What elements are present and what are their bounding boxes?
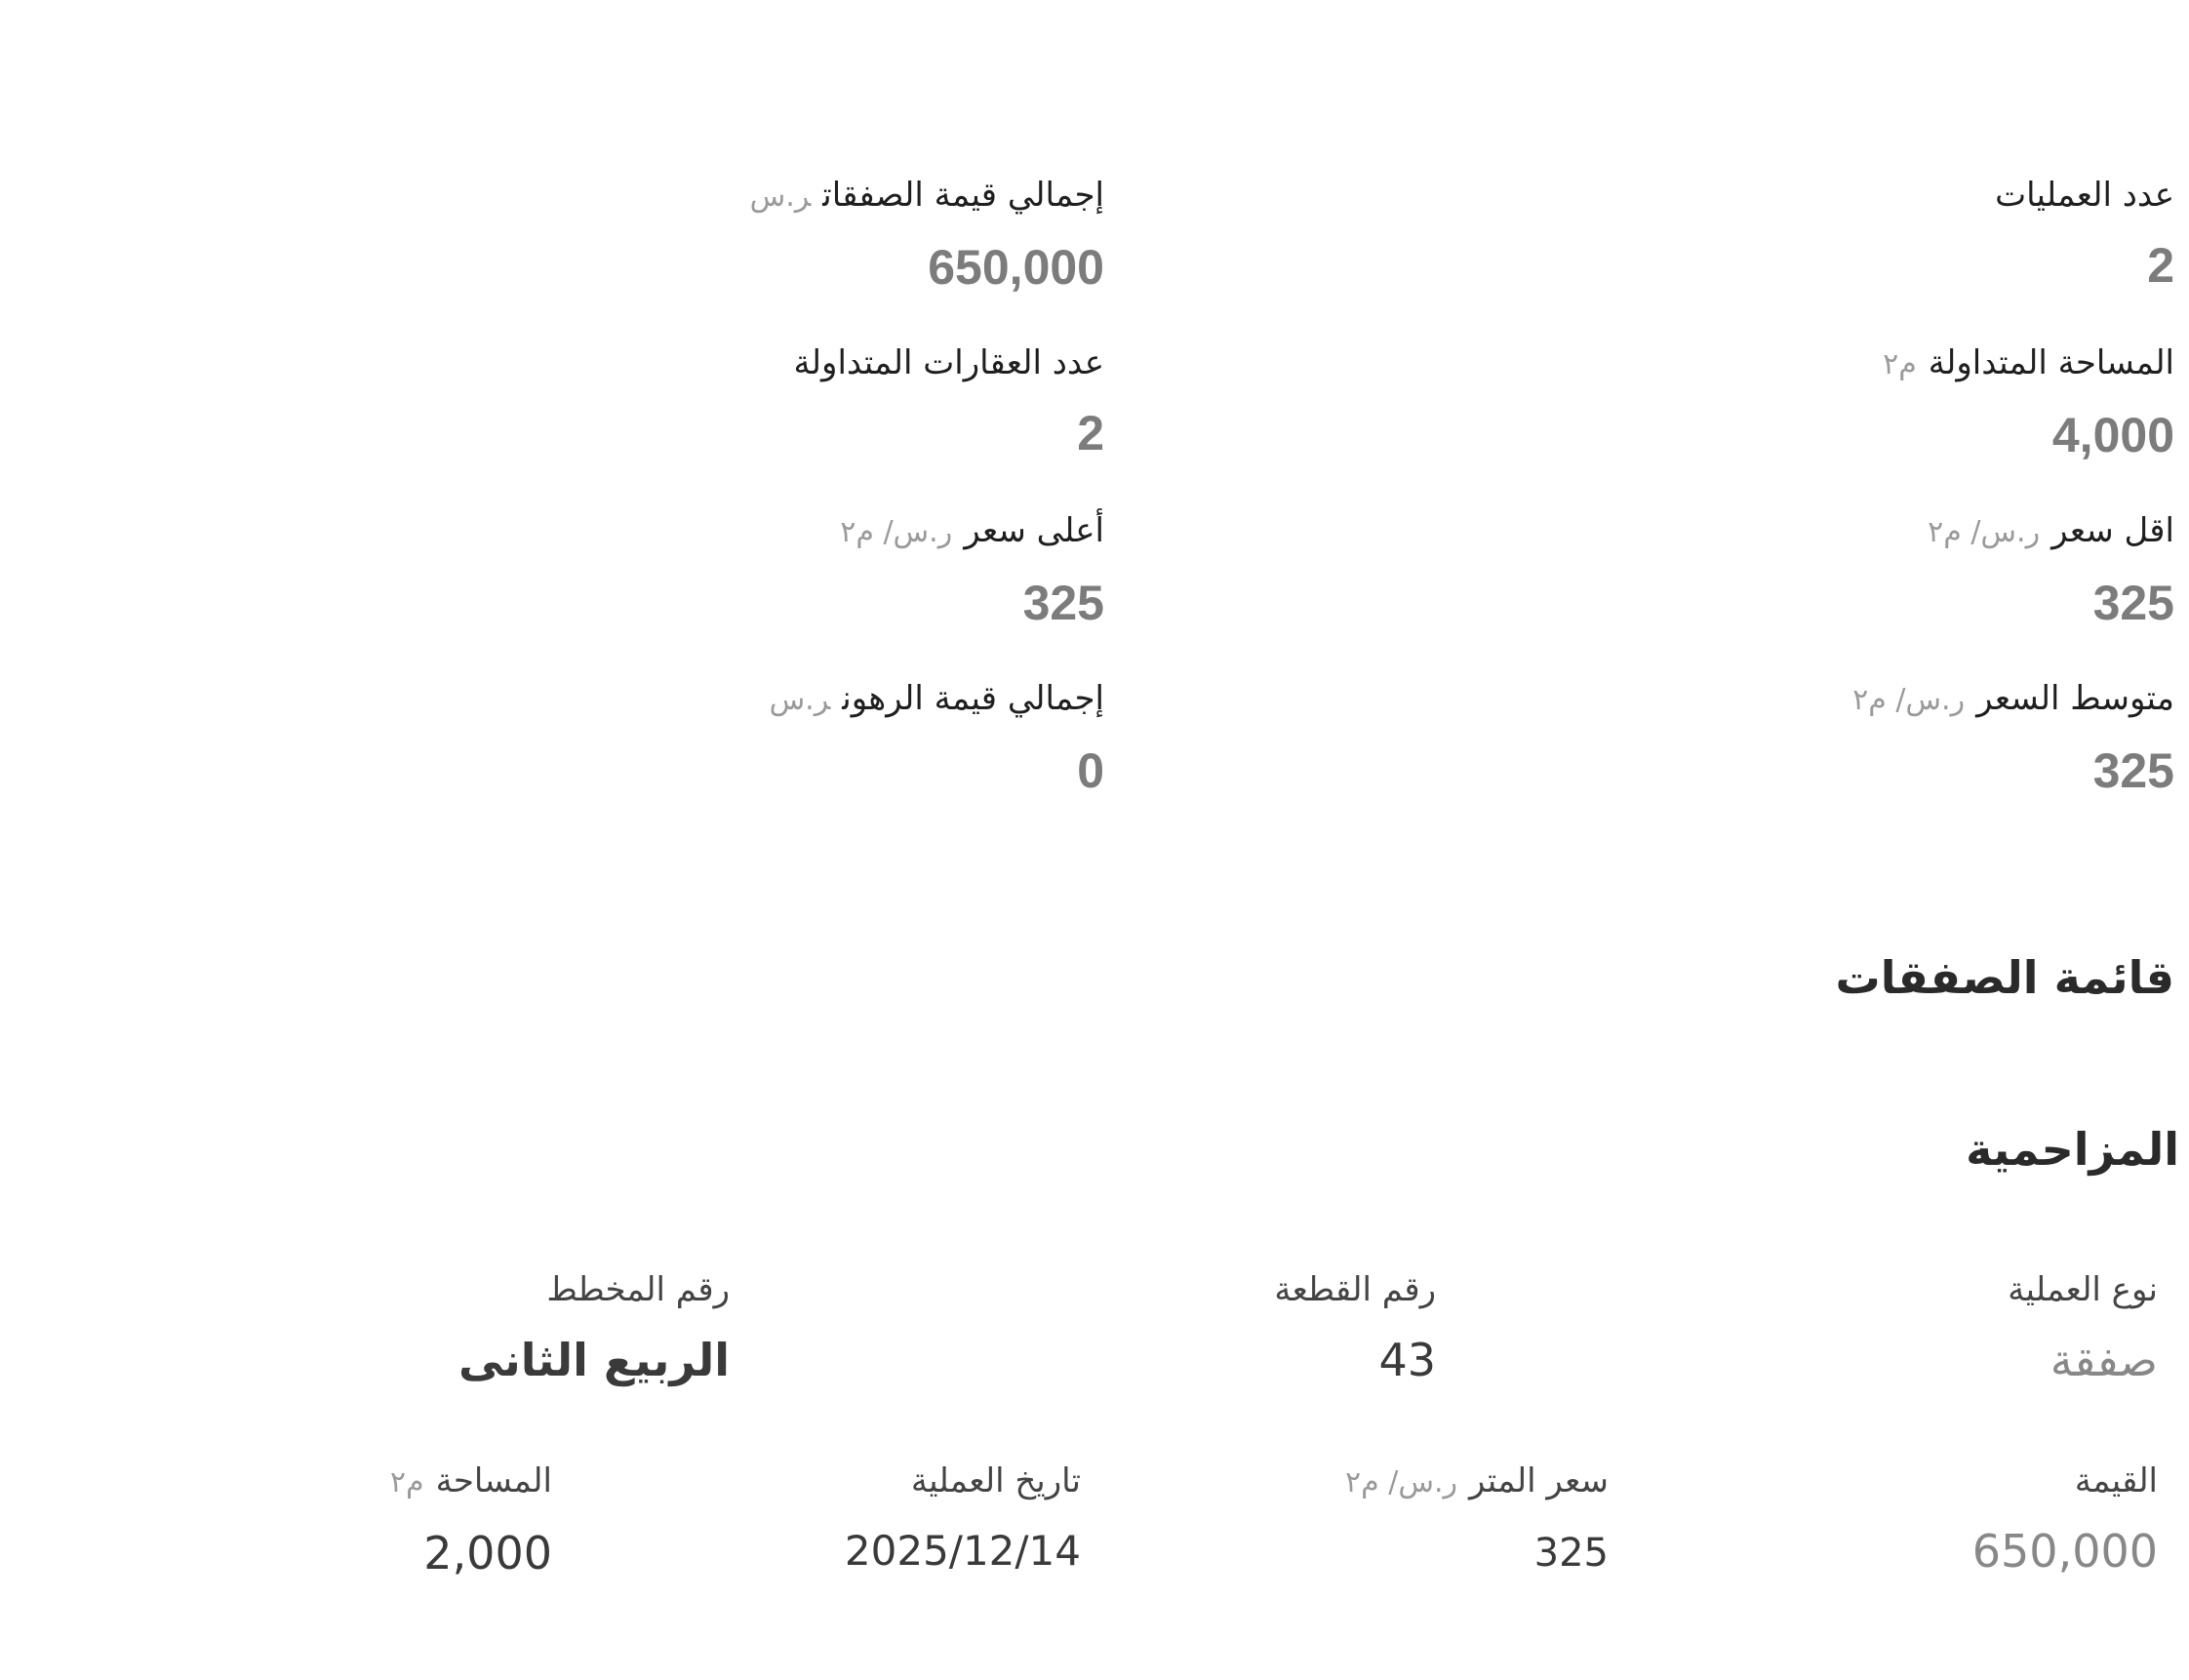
stat-value: 2 — [1077, 406, 1104, 460]
stat-total-mortgage-value — [770, 677, 1104, 798]
field-value: 325 — [1533, 1531, 1609, 1576]
unit-label: ر.س — [769, 683, 831, 717]
field-value: الربيع الثانى — [458, 1334, 730, 1386]
unit-label: ر.س/ م٢ — [1852, 683, 1966, 717]
unit-label: ر.س/ م٢ — [1928, 515, 2041, 549]
unit-label: ر.س — [749, 180, 812, 214]
deal-operation-date — [845, 1460, 1081, 1579]
stat-value: 4,000 — [2051, 408, 2174, 462]
deal-area — [390, 1460, 552, 1580]
stat-total-deals-value — [750, 174, 1104, 295]
unit-label: ر.س/ م٢ — [840, 515, 953, 549]
stat-label: إجمالي قيمة الرهونر.س — [769, 679, 1104, 718]
stat-value: 650,000 — [928, 240, 1104, 295]
stat-label: المساحة المتداولةم٢ — [1883, 343, 2174, 382]
stat-value: 325 — [2092, 743, 2174, 798]
stat-average-price — [1852, 677, 2174, 798]
deal-value — [1972, 1460, 2158, 1579]
stat-lowest-price — [1928, 509, 2174, 630]
deal-plan-number — [458, 1268, 730, 1387]
stat-label: إجمالي قيمة الصفقاتر.س — [749, 176, 1104, 215]
field-label: تاريخ العملية — [910, 1461, 1081, 1500]
stat-value: 325 — [2092, 576, 2174, 630]
unit-label: م٢ — [1883, 347, 1917, 381]
field-label: رقم القطعة — [1274, 1270, 1436, 1309]
stat-traded-properties-count — [793, 341, 1104, 460]
stat-label: عدد العقارات المتداولة — [793, 343, 1104, 382]
stat-label: أعلى سعرر.س/ م٢ — [840, 511, 1104, 550]
field-label: رقم المخطط — [546, 1270, 730, 1309]
stat-label: متوسط السعرر.س/ م٢ — [1852, 679, 2174, 718]
field-value: صفقة — [2050, 1334, 2158, 1386]
unit-label: ر.س/ م٢ — [1345, 1465, 1458, 1500]
stat-highest-price — [840, 509, 1104, 630]
deal-price-per-meter — [1345, 1460, 1609, 1580]
field-label: سعر المترر.س/ م٢ — [1345, 1461, 1609, 1500]
stat-value: 0 — [1077, 743, 1104, 798]
stat-value: 325 — [1022, 576, 1104, 630]
field-value: 2025/12/14 — [844, 1527, 1081, 1575]
field-value: 2,000 — [423, 1527, 552, 1580]
deal-plot-number — [1274, 1268, 1436, 1387]
deal-district-title: المزاحمية — [1966, 1123, 2179, 1176]
stat-traded-area — [1883, 341, 2174, 462]
stat-operations-count — [1995, 174, 2174, 293]
field-label: القيمة — [2074, 1461, 2158, 1500]
field-label: نوع العملية — [2008, 1270, 2158, 1309]
deals-list-title: قائمة الصفقات — [1835, 951, 2174, 1004]
field-value: 43 — [1378, 1334, 1436, 1386]
field-label: المساحةم٢ — [389, 1461, 552, 1500]
stat-label: اقل سعرر.س/ م٢ — [1928, 511, 2174, 550]
stat-value: 2 — [2147, 238, 2174, 293]
field-value: 650,000 — [1971, 1525, 2158, 1578]
stat-label: عدد العمليات — [1995, 176, 2174, 215]
deal-operation-type — [2008, 1268, 2158, 1387]
unit-label: م٢ — [389, 1465, 424, 1500]
